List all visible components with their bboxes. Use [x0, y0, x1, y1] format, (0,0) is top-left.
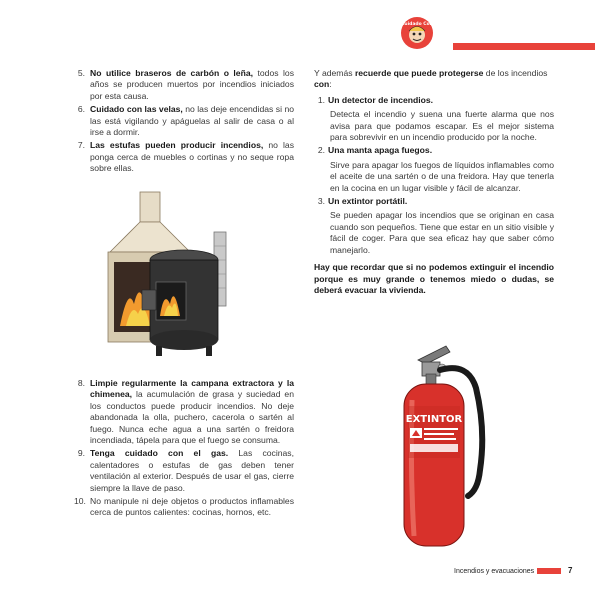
intro-paragraph: Y además recuerde que puede protegerse de los incendios con: — [314, 68, 548, 90]
header-accent-bar — [453, 43, 595, 50]
closing-paragraph: Hay que recordar que si no podemos extinguir el incendio porque es muy grande o tenemos miedo o dudas, se deberá evacuar la vivienda. — [314, 262, 554, 295]
svg-text:EXTINTOR: EXTINTOR — [405, 414, 463, 425]
list-item: 2. Una manta apaga fuegos. Sirve para apagar los fuegos de líquidos inflamables como el aceite de una sartén o de una freidora. Hay que tenerla en la cocina en un lugar visible y fácil de alcanzar. — [317, 145, 554, 193]
fire-extinguisher-illustration — [388, 340, 498, 552]
footer-accent-bar — [537, 568, 561, 574]
page-number: 7 — [568, 566, 573, 575]
list-item: 3. Un extintor portátil. Se pueden apagar los incendios que se originan en casa cuando son pequeños. Tiene que estar en un sitio visible y fácil de coger. Para que sea eficaz hay que saber cómo manejarlo. — [317, 196, 554, 255]
list-item: 1. Un detector de incendios. Detecta el incendio y suena una fuerte alarma que nos avisa para que podamos escapar. Es el mejor sistema para sobrevivir en un incendio producido por la noche. — [317, 94, 554, 143]
svg-text:Cuidado Con: Cuidado Con — [401, 22, 433, 27]
right-column — [314, 68, 554, 296]
footer-section-title: Incendios y evacuaciones — [454, 568, 535, 575]
list-item: 9. Tenga cuidado con el gas. Las cocinas, calentadores o estufas de gas deben tener ventilación al exterior. Después de usar el gas, cierre siempre la llave de paso. — [77, 448, 294, 493]
wood-stove-illustration — [100, 186, 250, 358]
left-column-bottom — [74, 378, 294, 521]
list-item: 5. No utilice braseros de carbón o leña, todos los años se producen muertos por incendios iniciados por esta causa. — [77, 68, 294, 101]
left-column-top — [74, 68, 294, 177]
list-item: 6. Cuidado con las velas, no las deje encendidas si no las está vigilando y apáguelas al salir de casa o al irse a dormir. — [77, 104, 295, 138]
list-item: 7. Las estufas pueden producir incendios, no las ponga cerca de muebles o cortinas y no seque ropa sobre ellas. — [77, 140, 294, 174]
cuidado-con-badge-icon — [400, 16, 434, 50]
list-item: 10. No manipule ni deje objetos o productos inflamables cerca de puntos calientes: cocinas, hornos, etc. — [74, 496, 294, 518]
list-item: 8. Limpie regularmente la campana extractora y la chimenea, la acumulación de grasa y suciedad en los conductos puede producir incendios. No deje abandonada la olla, puchero, cacerola o sartén al fuego. Nunca eche agua a una sartén o freidora incendiada, tápela para que el fuego se consuma. — [77, 378, 294, 446]
